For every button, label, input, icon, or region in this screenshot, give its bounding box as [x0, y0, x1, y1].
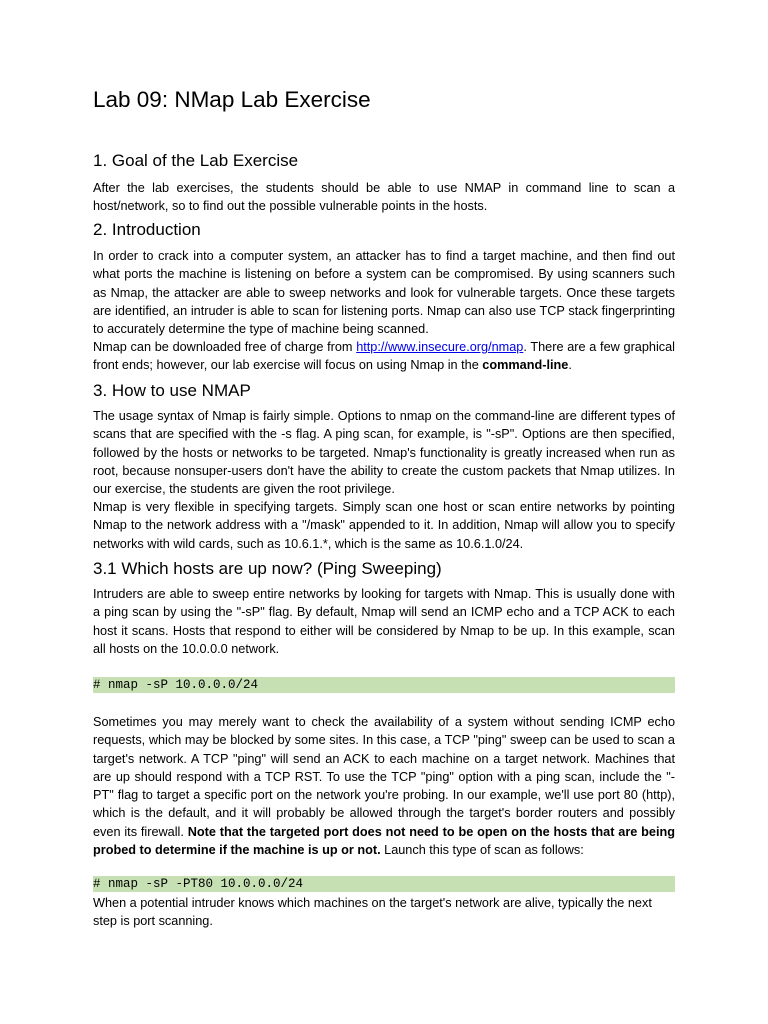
command-line-bold: command-line [482, 358, 569, 373]
paragraph-ping-2: Sometimes you may merely want to check the availability of a system without sending ICMP echo requests, which may be blocked by some sites. In this case, a TCP "ping" sweep can be used to scan a target's network. A TCP "ping" will send an ACK to each machine on a target network. Machines that are up should respond with a TCP RST. To use the TCP "ping" option with a ping scan, include the "-PT" flag to target a specific port on the network you're probing. In our example, we'll use port 80 (http), which is the default, and it will probably be allowed through the target's border routers and possibly even its firewall. Note that the targeted port does not need to be open on the hosts that are being probed to determine if the machine is up or not. Launch this type of scan as follows: [93, 715, 675, 858]
paragraph-introduction-2: Nmap can be downloaded free of charge from http://www.insecure.org/nmap. There are a few graphical front ends; however, our lab exercise will focus on using Nmap in the command-line. [93, 340, 675, 373]
nmap-download-link[interactable]: http://www.insecure.org/nmap [356, 340, 524, 354]
heading-ping-sweeping: 3.1 Which hosts are up now? (Ping Sweeping) [93, 559, 442, 578]
heading-introduction: 2. Introduction [93, 220, 201, 239]
paragraph-ping-1: Intruders are able to sweep entire networks by looking for targets with Nmap. This is usually done with a ping scan by using the "-sP" flag. By default, Nmap will send an ICMP echo and a TCP ACK to each host it scans. Hosts that respond to either will be considered by Nmap to be up. In this example, scan all hosts on the 10.0.0.0 network. [93, 587, 675, 656]
code-block-tcp-ping-scan: # nmap -sP -PT80 10.0.0.0/24 [93, 876, 675, 892]
paragraph-goal: After the lab exercises, the students should be able to use NMAP in command line to scan a host/network, so to find out the possible vulnerable points in the hosts. [93, 181, 675, 214]
note-bold: Note that the targeted port does not need to be open on the hosts that are being probed to determine if the machine is up or not. [93, 824, 675, 858]
page-title: Lab 09: NMap Lab Exercise [93, 87, 371, 112]
paragraph-ping-3: When a potential intruder knows which machines on the target's network are alive, typically the next step is port scanning. [93, 896, 652, 929]
paragraph-usage-2: Nmap is very flexible in specifying targets. Simply scan one host or scan entire networks by pointing Nmap to the network address with a "/mask" appended to it. In addition, Nmap will allow you to specify networks with wild cards, such as 10.6.1.*, which is the same as 10.6.1.0/24. [93, 500, 675, 551]
paragraph-usage-1: The usage syntax of Nmap is fairly simple. Options to nmap on the command-line are different types of scans that are specified with the -s flag. A ping scan, for example, is "-sP". Options are then specified, followed by the hosts or networks to be targeted. Nmap's functionality is greatly increased when run as root, because nonsuper-users don't have the ability to create the custom packets that Nmap utilizes. In our exercise, the students are given the root privilege. [93, 409, 675, 497]
paragraph-introduction-1: In order to crack into a computer system, an attacker has to find a target machine, and then find out what ports the machine is listening on before a system can be compromised. By using scanners such as Nmap, the attacker are able to sweep networks and look for vulnerable targets. Once these targets are identified, an intruder is able to scan for listening ports. Nmap can also use TCP stack fingerprinting to accurately determine the type of machine being scanned. [93, 249, 675, 337]
code-block-ping-scan: # nmap -sP 10.0.0.0/24 [93, 677, 675, 693]
heading-how-to-use: 3. How to use NMAP [93, 381, 251, 400]
heading-goal: 1. Goal of the Lab Exercise [93, 151, 299, 170]
